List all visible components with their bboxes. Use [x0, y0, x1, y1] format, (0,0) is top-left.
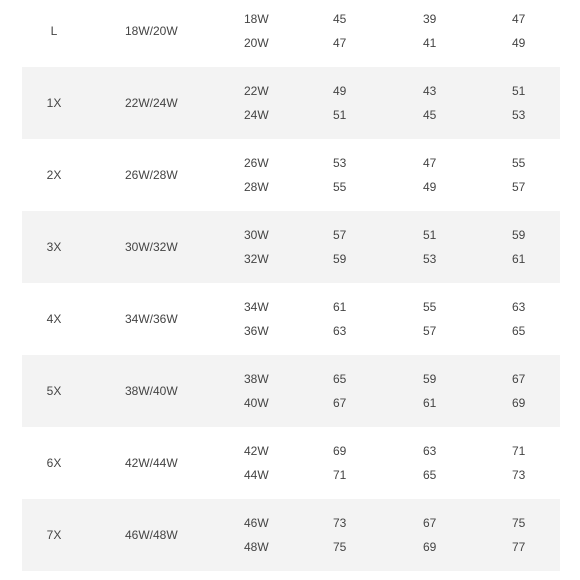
measurement-c: 69	[512, 396, 526, 410]
size-range: 34W/36W	[125, 312, 178, 326]
measurement-c: 59	[512, 228, 526, 242]
measurement-b: 39	[423, 12, 437, 26]
waist-size: 44W	[244, 468, 269, 482]
measurement-a: 67	[333, 396, 347, 410]
measurement-b: 41	[423, 36, 437, 50]
size-range: 38W/40W	[125, 384, 178, 398]
waist-size: 30W	[244, 228, 269, 242]
size-group-4x	[22, 283, 560, 355]
measurement-c: 55	[512, 156, 526, 170]
measurement-a: 55	[333, 180, 347, 194]
measurement-b: 67	[423, 516, 437, 530]
waist-size: 42W	[244, 444, 269, 458]
measurement-a: 69	[333, 444, 347, 458]
measurement-c: 67	[512, 372, 526, 386]
size-label: 2X	[46, 168, 62, 182]
measurement-c: 51	[512, 84, 526, 98]
waist-size: 28W	[244, 180, 269, 194]
waist-size: 48W	[244, 540, 269, 554]
measurement-c: 63	[512, 300, 526, 314]
size-range: 18W/20W	[125, 24, 178, 38]
measurement-b: 47	[423, 156, 437, 170]
size-group-1x	[22, 67, 560, 139]
measurement-c: 77	[512, 540, 526, 554]
measurement-a: 53	[333, 156, 347, 170]
size-group-l	[22, 0, 560, 67]
waist-size: 32W	[244, 252, 269, 266]
waist-size: 20W	[244, 36, 269, 50]
size-group-3x	[22, 211, 560, 283]
measurement-c: 57	[512, 180, 526, 194]
measurement-b: 65	[423, 468, 437, 482]
measurement-b: 59	[423, 372, 437, 386]
measurement-a: 75	[333, 540, 347, 554]
waist-size: 22W	[244, 84, 269, 98]
size-label: 3X	[46, 240, 62, 254]
measurement-b: 55	[423, 300, 437, 314]
measurement-b: 43	[423, 84, 437, 98]
measurement-c: 49	[512, 36, 526, 50]
size-range: 42W/44W	[125, 456, 178, 470]
waist-size: 36W	[244, 324, 269, 338]
waist-size: 34W	[244, 300, 269, 314]
measurement-a: 63	[333, 324, 347, 338]
size-chart-table	[22, 0, 560, 571]
size-label: L	[50, 24, 58, 38]
measurement-a: 47	[333, 36, 347, 50]
measurement-c: 47	[512, 12, 526, 26]
measurement-b: 49	[423, 180, 437, 194]
measurement-a: 61	[333, 300, 347, 314]
size-group-6x	[22, 427, 560, 499]
measurement-b: 51	[423, 228, 437, 242]
measurement-c: 73	[512, 468, 526, 482]
measurement-b: 69	[423, 540, 437, 554]
measurement-c: 53	[512, 108, 526, 122]
waist-size: 26W	[244, 156, 269, 170]
size-range: 22W/24W	[125, 96, 178, 110]
size-label: 5X	[46, 384, 62, 398]
measurement-b: 63	[423, 444, 437, 458]
size-range: 26W/28W	[125, 168, 178, 182]
waist-size: 40W	[244, 396, 269, 410]
waist-size: 18W	[244, 12, 269, 26]
measurement-c: 71	[512, 444, 526, 458]
waist-size: 24W	[244, 108, 269, 122]
measurement-c: 65	[512, 324, 526, 338]
size-group-2x	[22, 139, 560, 211]
measurement-b: 45	[423, 108, 437, 122]
measurement-c: 61	[512, 252, 526, 266]
measurement-b: 57	[423, 324, 437, 338]
measurement-a: 71	[333, 468, 347, 482]
measurement-b: 61	[423, 396, 437, 410]
measurement-a: 49	[333, 84, 347, 98]
measurement-b: 53	[423, 252, 437, 266]
measurement-a: 51	[333, 108, 347, 122]
measurement-c: 75	[512, 516, 526, 530]
size-label: 6X	[46, 456, 62, 470]
measurement-a: 57	[333, 228, 347, 242]
size-range: 46W/48W	[125, 528, 178, 542]
waist-size: 46W	[244, 516, 269, 530]
size-group-5x	[22, 355, 560, 427]
size-label: 7X	[46, 528, 62, 542]
measurement-a: 65	[333, 372, 347, 386]
size-label: 4X	[46, 312, 62, 326]
waist-size: 38W	[244, 372, 269, 386]
size-label: 1X	[46, 96, 62, 110]
measurement-a: 45	[333, 12, 347, 26]
size-group-7x	[22, 499, 560, 571]
measurement-a: 73	[333, 516, 347, 530]
measurement-a: 59	[333, 252, 347, 266]
size-range: 30W/32W	[125, 240, 178, 254]
